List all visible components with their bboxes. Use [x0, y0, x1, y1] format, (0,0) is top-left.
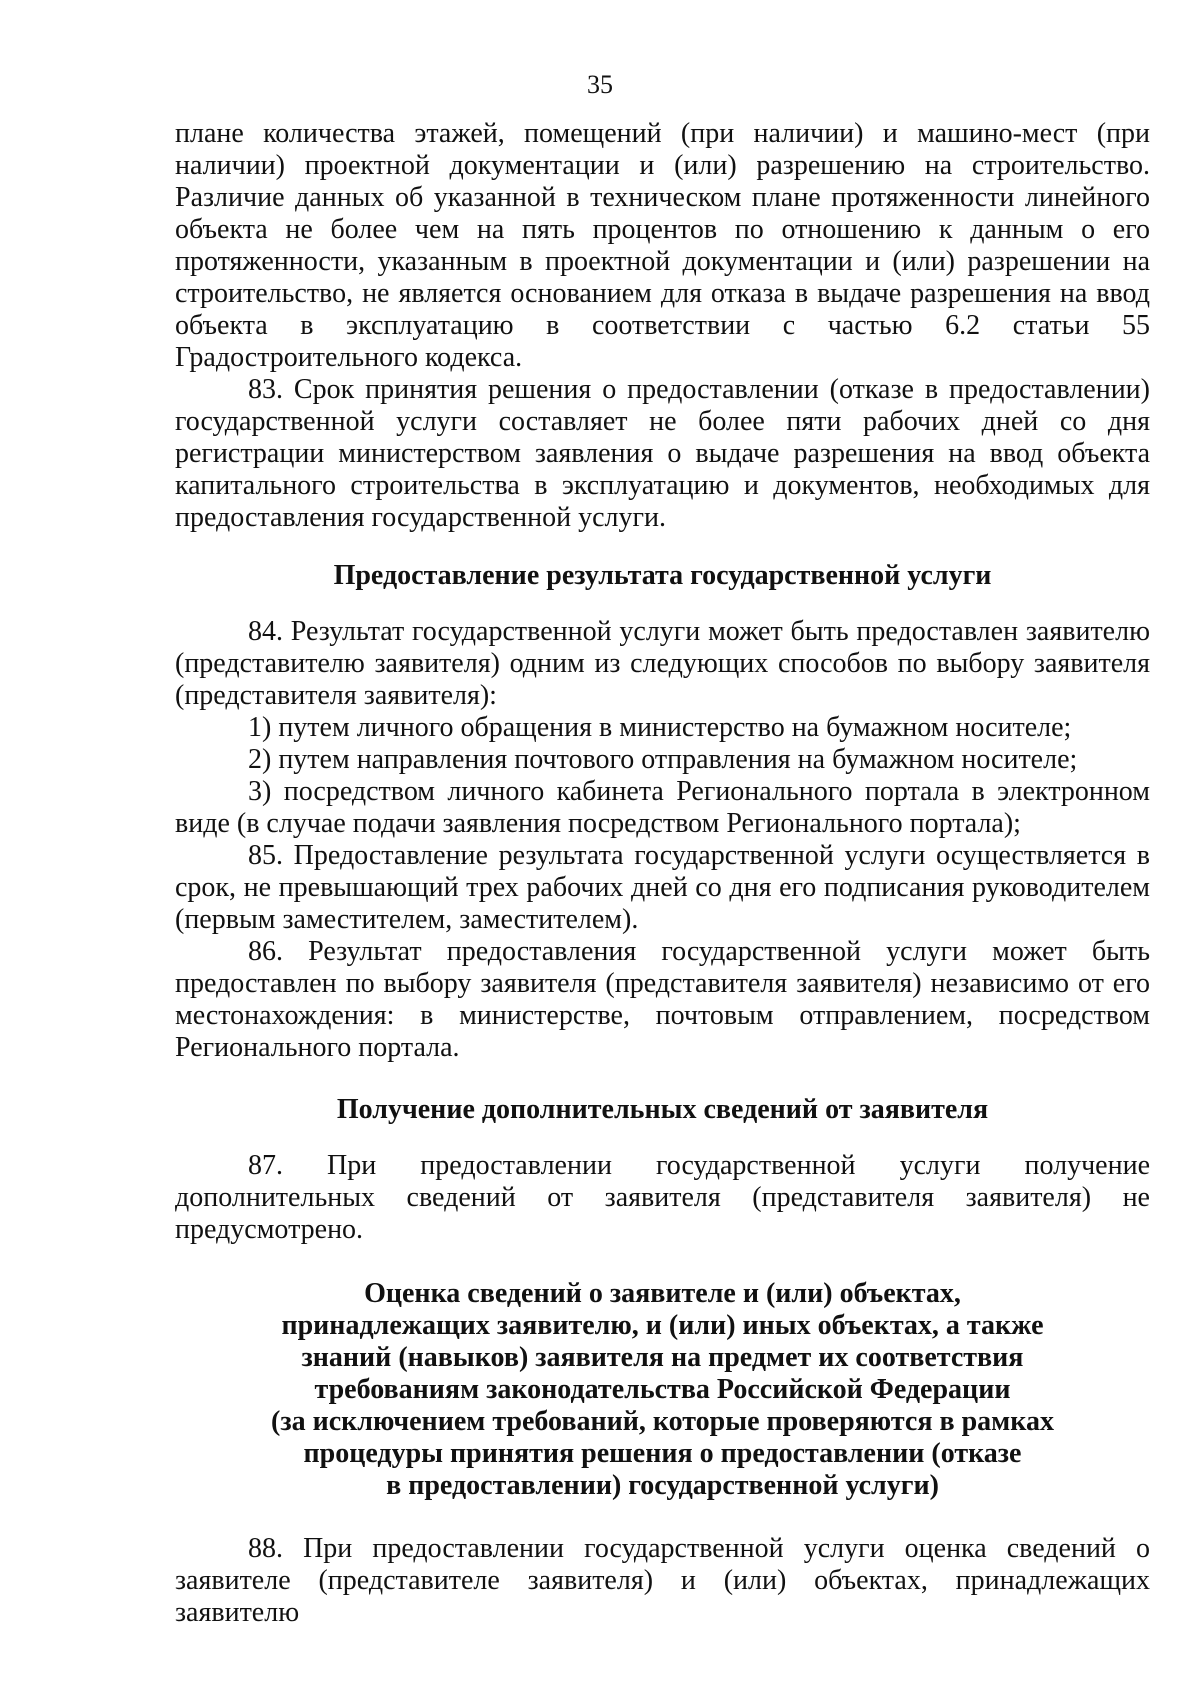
- heading-line: Оценка сведений о заявителе и (или) объектах,: [364, 1278, 961, 1309]
- paragraph-84: 84. Результат государственной услуги может быть предоставлен заявителю (представителю заявителя) одним из следующих способов по выбору заявителя (представителя заявителя):: [175, 616, 1150, 711]
- heading-line: (за исключением требований, которые проверяются в рамках: [271, 1406, 1054, 1437]
- section-heading-assessment: [175, 1278, 1150, 1502]
- section-heading-additional-info: Получение дополнительных сведений от заявителя: [336, 1094, 989, 1125]
- heading-line: знаний (навыков) заявителя на предмет их соответствия: [301, 1342, 1024, 1373]
- paragraph-88: 88. При предоставлении государственной услуги оценка сведений о заявителе (представителе заявителя) и (или) объектах, принадлежащих заявителю: [175, 1533, 1150, 1628]
- document-body: [175, 118, 1150, 1629]
- paragraph-continuation: плане количества этажей, помещений (при наличии) и машино-мест (при наличии) проектной документации и (или) разрешению на строительство. Различие данных об указанной в техническом плане протяженности линейного объекта не более чем на пять процентов по отношению к данным о его протяженности, указанным в проектной документации и (или) разрешении на строительство, не является основанием для отказа в выдаче разрешения на ввод объекта в эксплуатацию в соответствии с частью 6.2 статьи 55 Градостроительного кодекса.: [175, 118, 1150, 373]
- paragraph-85: 85. Предоставление результата государственной услуги осуществляется в срок, не превышающий трех рабочих дней со дня его подписания руководителем (первым заместителем, заместителем).: [175, 840, 1150, 935]
- paragraph-83: 83. Срок принятия решения о предоставлении (отказе в предоставлении) государственной услуги составляет не более пяти рабочих дней со дня регистрации министерством заявления о выдаче разрешения на ввод объекта капитального строительства в эксплуатацию и документов, необходимых для предоставления государственной услуги.: [175, 374, 1150, 533]
- section-heading-result: Предоставление результата государственной услуги: [333, 560, 992, 591]
- heading-line: требованиям законодательства Российской Федерации: [314, 1374, 1011, 1405]
- page-number: 35: [587, 70, 613, 99]
- paragraph-86: 86. Результат предоставления государственной услуги может быть предоставлен по выбору заявителя (представителя заявителя) независимо от его местонахождения: в министерстве, почтовым отправлением, посредством Регионального портала.: [175, 936, 1150, 1063]
- list-item-84-1: 1) путем личного обращения в министерство на бумажном носителе;: [248, 712, 1072, 743]
- heading-line: в предоставлении) государственной услуги): [386, 1470, 939, 1501]
- paragraph-87: 87. При предоставлении государственной услуги получение дополнительных сведений от заявителя (представителя заявителя) не предусмотрено.: [175, 1150, 1150, 1245]
- heading-line: принадлежащих заявителю, и (или) иных объектах, а также: [281, 1310, 1044, 1341]
- heading-line: процедуры принятия решения о предоставлении (отказе: [303, 1438, 1022, 1469]
- list-item-84-2: 2) путем направления почтового отправления на бумажном носителе;: [248, 744, 1078, 775]
- list-item-84-3: 3) посредством личного кабинета Регионального портала в электронном виде (в случае подачи заявления посредством Регионального портала);: [175, 776, 1150, 839]
